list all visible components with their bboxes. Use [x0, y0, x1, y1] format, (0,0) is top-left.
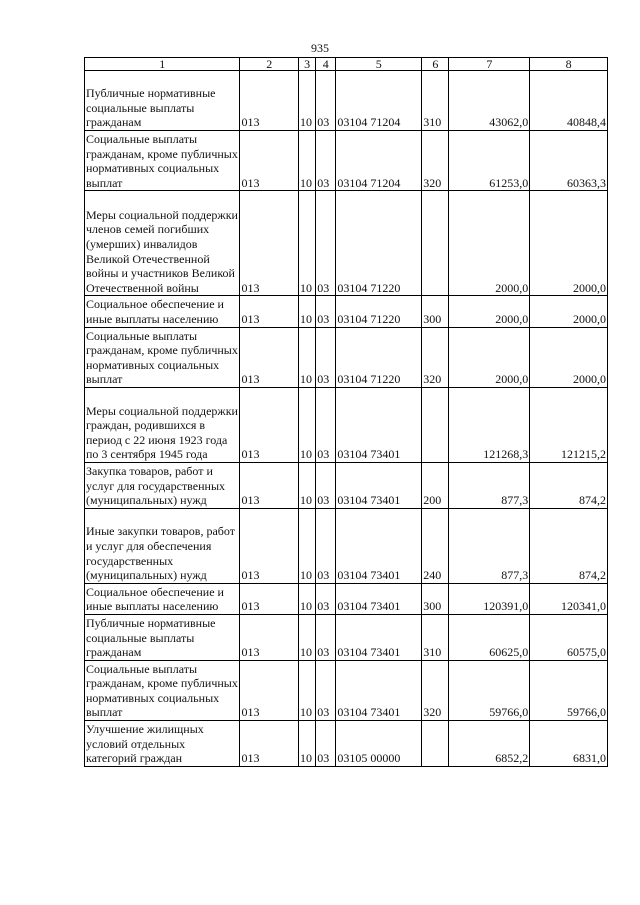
target-article-cell: 03104 73401 — [336, 614, 422, 660]
subsection-cell: 03 — [316, 508, 336, 583]
admin-code-cell: 013 — [240, 508, 299, 583]
amount-cell: 120341,0 — [530, 583, 608, 614]
row-name-text: Меры социальной поддержки граждан, родившихся в период с 22 июня 1923 года по 3 сентября 1945 года — [86, 403, 238, 462]
amount-cell: 59766,0 — [449, 660, 530, 720]
row-name-cell — [85, 327, 240, 387]
section-cell: 10 — [299, 721, 316, 767]
target-article-cell: 03104 73401 — [336, 387, 422, 462]
expense-type-cell: 300 — [422, 583, 449, 614]
subsection-cell: 03 — [316, 387, 336, 462]
column-header: 7 — [449, 58, 530, 71]
subsection-cell: 03 — [316, 583, 336, 614]
section-cell: 10 — [299, 387, 316, 462]
row-name-cell — [85, 508, 240, 583]
row-name-text: Улучшение жилищных условий отдельных категорий граждан — [86, 722, 204, 766]
amount-cell: 60363,3 — [530, 131, 608, 191]
subsection-cell: 03 — [316, 71, 336, 131]
subsection-cell: 03 — [316, 296, 336, 327]
budget-table — [84, 57, 608, 767]
expense-type-cell — [422, 721, 449, 767]
table-row — [85, 721, 608, 767]
section-cell: 10 — [299, 583, 316, 614]
admin-code-cell: 013 — [240, 131, 299, 191]
admin-code-cell: 013 — [240, 660, 299, 720]
row-name-text: Публичные нормативные социальные выплаты гражданам — [86, 86, 216, 130]
table-row — [85, 191, 608, 296]
column-header: 5 — [336, 58, 422, 71]
admin-code-cell: 013 — [240, 583, 299, 614]
section-cell: 10 — [299, 191, 316, 296]
amount-cell: 121215,2 — [530, 387, 608, 462]
row-name-cell — [85, 583, 240, 614]
table-row — [85, 327, 608, 387]
admin-code-cell: 013 — [240, 721, 299, 767]
expense-type-cell: 310 — [422, 71, 449, 131]
amount-cell: 6831,0 — [530, 721, 608, 767]
section-cell: 10 — [299, 462, 316, 508]
target-article-cell: 03104 73401 — [336, 660, 422, 720]
table-row — [85, 387, 608, 462]
row-name-cell — [85, 131, 240, 191]
subsection-cell: 03 — [316, 131, 336, 191]
amount-cell: 2000,0 — [449, 296, 530, 327]
amount-cell: 6852,2 — [449, 721, 530, 767]
row-name-cell — [85, 614, 240, 660]
target-article-cell: 03105 00000 — [336, 721, 422, 767]
amount-cell: 43062,0 — [449, 71, 530, 131]
amount-cell: 60575,0 — [530, 614, 608, 660]
table-row — [85, 508, 608, 583]
section-cell: 10 — [299, 296, 316, 327]
amount-cell: 120391,0 — [449, 583, 530, 614]
expense-type-cell: 300 — [422, 296, 449, 327]
table-row — [85, 660, 608, 720]
column-header: 3 — [299, 58, 316, 71]
row-name-text: Социальные выплаты гражданам, кроме публичных нормативных социальных выплат — [86, 328, 238, 387]
row-name-cell — [85, 296, 240, 327]
row-name-cell — [85, 387, 240, 462]
row-name-text: Публичные нормативные социальные выплаты гражданам — [86, 615, 216, 660]
admin-code-cell: 013 — [240, 327, 299, 387]
row-name-text: Социальные выплаты гражданам, кроме публичных нормативных социальных выплат — [86, 132, 238, 190]
page-number: 935 — [311, 41, 329, 55]
amount-cell: 877,3 — [449, 508, 530, 583]
expense-type-cell: 320 — [422, 660, 449, 720]
amount-cell: 2000,0 — [530, 191, 608, 296]
admin-code-cell: 013 — [240, 191, 299, 296]
subsection-cell: 03 — [316, 327, 336, 387]
target-article-cell: 03104 71220 — [336, 296, 422, 327]
row-name-cell — [85, 721, 240, 767]
admin-code-cell: 013 — [240, 387, 299, 462]
subsection-cell: 03 — [316, 191, 336, 296]
table-row — [85, 614, 608, 660]
subsection-cell: 03 — [316, 614, 336, 660]
subsection-cell: 03 — [316, 721, 336, 767]
section-cell: 10 — [299, 71, 316, 131]
row-name-text: Закупка товаров, работ и услуг для государственных (муниципальных) нужд — [86, 463, 226, 508]
column-header: 4 — [316, 58, 336, 71]
row-name-text: Социальные выплаты гражданам, кроме публичных нормативных социальных выплат — [86, 661, 238, 720]
admin-code-cell: 013 — [240, 71, 299, 131]
column-header: 1 — [85, 58, 240, 71]
target-article-cell: 03104 71204 — [336, 131, 422, 191]
admin-code-cell: 013 — [240, 462, 299, 508]
subsection-cell: 03 — [316, 462, 336, 508]
admin-code-cell: 013 — [240, 296, 299, 327]
target-article-cell: 03104 73401 — [336, 583, 422, 614]
column-header: 2 — [240, 58, 299, 71]
row-name-text: Иные закупки товаров, работ и услуг для обеспечения государственных (муниципальных) нужд — [86, 524, 235, 583]
expense-type-cell — [422, 191, 449, 296]
amount-cell: 2000,0 — [530, 296, 608, 327]
row-name-text: Социальное обеспечение и иные выплаты населению — [86, 297, 224, 326]
expense-type-cell: 320 — [422, 327, 449, 387]
amount-cell: 874,2 — [530, 508, 608, 583]
table-row — [85, 296, 608, 327]
row-name-cell — [85, 71, 240, 131]
amount-cell: 59766,0 — [530, 660, 608, 720]
table-row — [85, 71, 608, 131]
row-name-cell — [85, 191, 240, 296]
expense-type-cell: 200 — [422, 462, 449, 508]
table-row — [85, 462, 608, 508]
amount-cell: 40848,4 — [530, 71, 608, 131]
expense-type-cell — [422, 387, 449, 462]
row-name-text: Социальное обеспечение и иные выплаты населению — [86, 584, 224, 614]
table-row — [85, 131, 608, 191]
target-article-cell: 03104 73401 — [336, 462, 422, 508]
target-article-cell: 03104 73401 — [336, 508, 422, 583]
column-header: 8 — [530, 58, 608, 71]
amount-cell: 60625,0 — [449, 614, 530, 660]
section-cell: 10 — [299, 614, 316, 660]
row-name-text: Меры социальной поддержки членов семей погибших (умерших) инвалидов Великой Отечественной войны и участников Великой Отечественной войны — [86, 207, 238, 295]
admin-code-cell: 013 — [240, 614, 299, 660]
table-row — [85, 583, 608, 614]
target-article-cell: 03104 71220 — [336, 191, 422, 296]
amount-cell: 874,2 — [530, 462, 608, 508]
target-article-cell: 03104 71220 — [336, 327, 422, 387]
column-header: 6 — [422, 58, 449, 71]
table-header-row — [85, 58, 608, 71]
row-name-cell — [85, 462, 240, 508]
amount-cell: 121268,3 — [449, 387, 530, 462]
amount-cell: 877,3 — [449, 462, 530, 508]
expense-type-cell: 320 — [422, 131, 449, 191]
target-article-cell: 03104 71204 — [336, 71, 422, 131]
amount-cell: 2000,0 — [530, 327, 608, 387]
amount-cell: 61253,0 — [449, 131, 530, 191]
amount-cell: 2000,0 — [449, 191, 530, 296]
table-body — [85, 71, 608, 767]
section-cell: 10 — [299, 660, 316, 720]
amount-cell: 2000,0 — [449, 327, 530, 387]
expense-type-cell: 310 — [422, 614, 449, 660]
section-cell: 10 — [299, 131, 316, 191]
expense-type-cell: 240 — [422, 508, 449, 583]
subsection-cell: 03 — [316, 660, 336, 720]
section-cell: 10 — [299, 508, 316, 583]
row-name-cell — [85, 660, 240, 720]
section-cell: 10 — [299, 327, 316, 387]
